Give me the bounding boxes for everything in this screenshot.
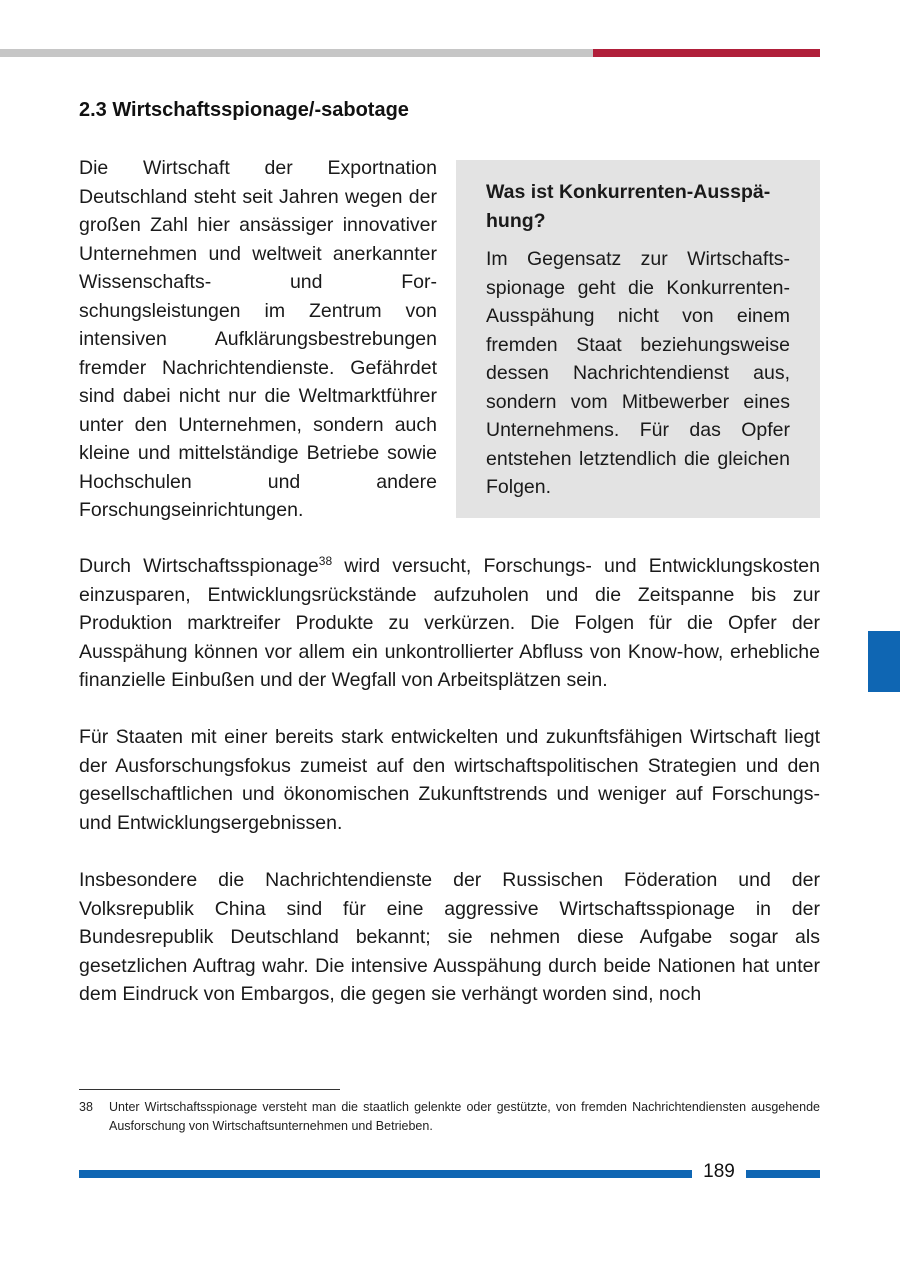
paragraph-1-start: Durch Wirtschaftsspionage: [79, 555, 319, 577]
paragraph-2: Für Staaten mit einer bereits stark entwickelten und zukunftsfähigen Wirtschaft liegt der Ausforschungsfokus zumeist auf den wirtschaftspolitischen Strategien und den gesellschaftlichen und ökonomischen Zukunftstrends und weniger auf Forschungs- und Entwicklungsergebnissen.: [79, 726, 820, 834]
top-decorative-bar-red: [593, 49, 820, 57]
footnote-text: Unter Wirtschaftsspionage versteht man die staatlich gelenkte oder gestützte, von fremden Nachrichtendiensten ausgehende Ausforschung von Wirtschaftsunternehmen und Betrieben.: [109, 1100, 820, 1133]
footnote: [79, 1098, 820, 1136]
info-box-text: Im Gegensatz zur Wirtschaftsspionage geht die Konkurrenten-Ausspähung nicht von einem fremden Staat beziehungsweise dessen Nachrichtendienst aus, sondern vom Mitbewerber eines Unternehmens. Für das Opfer entstehen letztendlich die gleichen Folgen.: [486, 248, 790, 498]
intro-paragraph: Die Wirtschaft der Exportnation Deutschland steht seit Jahren wegen der großen Zahl hier ansässiger innovativer Unternehmen und weltweit anerkannter Wissenschafts- und Forschungsleistungen im Zentrum von intensiven Aufklärungsbestrebungen fremder Nachrichtendienste. Gefährdet sind dabei nicht nur die Weltmarktführer unter den Unternehmen, sondern auch kleine und mittelständige Betriebe sowie Hochschulen und andere Forschungseinrichtungen.: [79, 157, 437, 521]
bottom-decorative-bar-left: [79, 1170, 692, 1178]
page-number: 189: [703, 1161, 735, 1182]
footnote-number: 38: [79, 1100, 93, 1114]
info-box: [456, 160, 820, 518]
paragraph-3: Insbesondere die Nachrichtendienste der Russischen Föderation und der Volksrepublik China sind für eine aggressive Wirtschaftsspionage in der Bundesrepublik Deutschland bekannt; sie nehmen diese Aufgabe sogar als gesetzlichen Auftrag wahr. Die intensive Ausspähung durch beide Nationen hat unter dem Eindruck von Embargos, die gegen sie verhängt worden sind, noch: [79, 869, 820, 1005]
footnote-reference: 38: [318, 554, 333, 568]
bottom-decorative-bar-right: [746, 1170, 820, 1178]
paragraph-1: [79, 552, 820, 695]
top-decorative-bar-gray: [0, 49, 593, 57]
chapter-side-tab: [868, 631, 900, 692]
info-box-title: Was ist Konkurrenten-Ausspähung?: [486, 181, 771, 232]
footnote-separator: [79, 1089, 340, 1090]
section-heading: 2.3 Wirtschaftsspionage/-sabotage: [79, 99, 409, 121]
paragraph-1-rest: wird versucht, Forschungs- und Entwicklungskosten einzusparen, Entwicklungsrückstände aufzuholen und die Zeitspanne bis zur Produktion marktreifer Produkte zu verkürzen. Die Folgen für die Opfer der Ausspähung können vor allem ein unkontrollierter Abfluss von Know-how, erhebliche finanzielle Einbußen und der Wegfall von Arbeitsplätzen sein.: [79, 555, 820, 691]
